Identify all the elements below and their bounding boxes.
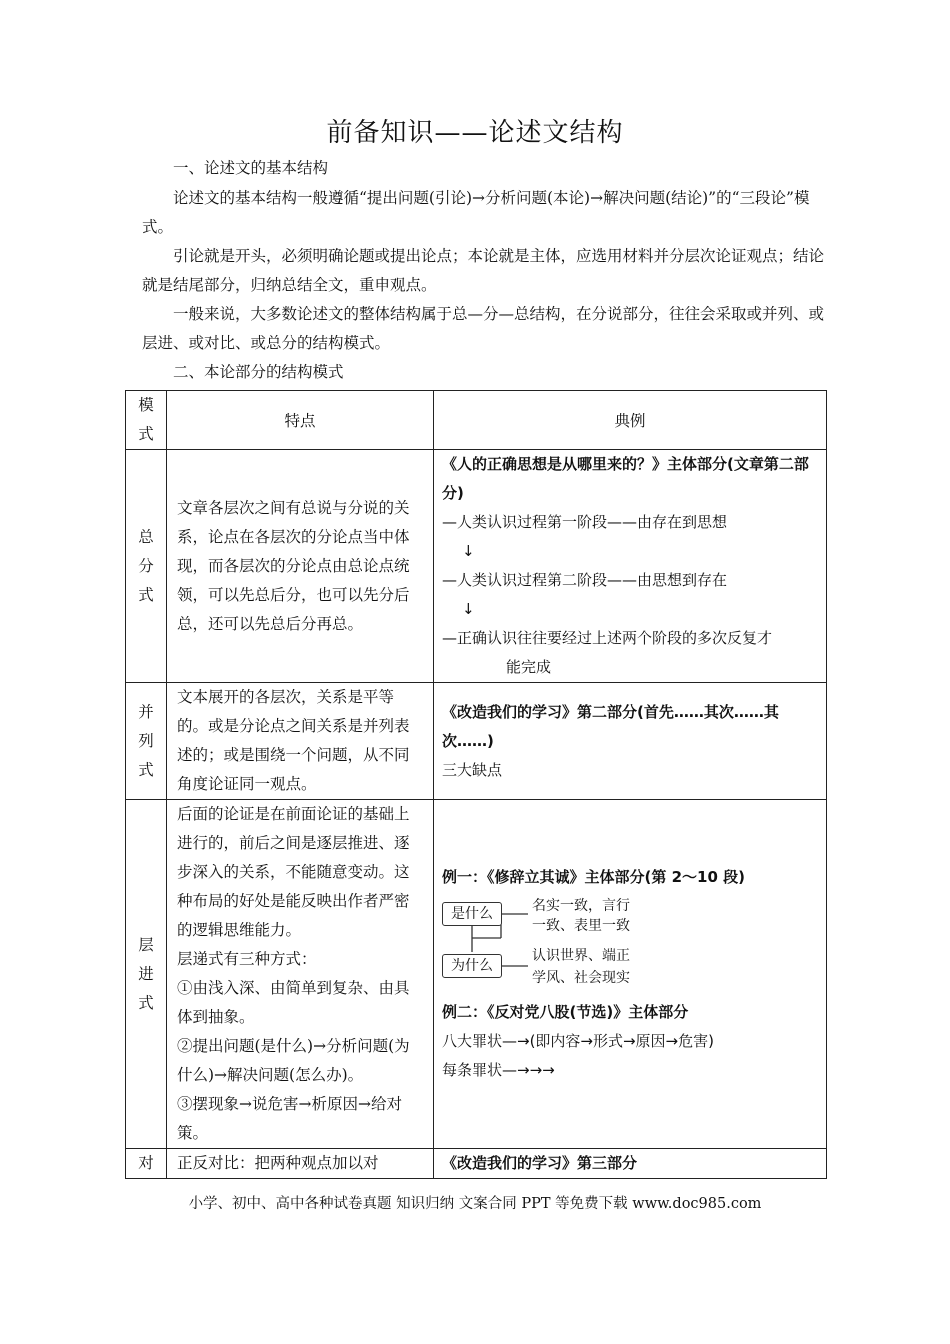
example-zongfen-title: 《人的正确思想是从哪里来的？》主体部分(文章第二部分) <box>442 455 809 502</box>
mode-duibi: 对 <box>126 1149 167 1179</box>
diagram-box-what: 是什么 <box>442 902 502 926</box>
feature-cengjin-item2: ②提出问题(是什么)→分析问题(为什么)→解决问题(怎么办)。 <box>177 1037 410 1084</box>
table-row-binglie <box>126 683 827 800</box>
table-header-row <box>126 391 827 450</box>
page-footer: 小学、初中、高中各种试卷真题 知识归纳 文案合同 PPT 等免费下载 www.doc985.com <box>188 1196 762 1212</box>
down-arrow-icon: ↓ <box>462 600 475 618</box>
diagram-text-why-a: 认识世界、端正 <box>532 948 630 964</box>
mode-binglie: 并列式 <box>126 683 167 800</box>
header-mode: 模式 <box>126 391 167 450</box>
diagram-text-what-b: 一致、表里一致 <box>532 918 630 934</box>
feature-cengjin-sub: 层递式有三种方式： <box>177 950 317 968</box>
example-zongfen-line1: —人类认识过程第一阶段——由存在到思想 <box>442 513 728 531</box>
feature-cengjin-item1: ①由浅入深、由简单到复杂、由具体到抽象。 <box>177 979 410 1026</box>
mode-zongfen: 总分式 <box>126 450 167 683</box>
section2-heading: 二、本论部分的结构模式 <box>173 363 344 381</box>
example-cengjin-2-line2: 每条罪状—→→→ <box>442 1061 555 1079</box>
example-cengjin <box>434 800 827 1149</box>
feature-binglie: 文本展开的各层次，关系是平等的。或是分论点之间关系是并列表述的；或是围绕一个问题，从不同角度论证同一观点。 <box>167 683 434 800</box>
example-zongfen-line2: —人类认识过程第二阶段——由思想到存在 <box>442 571 728 589</box>
example-cengjin-2-title: 例二：《反对党八股(节选)》主体部分 <box>442 1003 689 1021</box>
diagram-text-what-a: 名实一致，言行 <box>532 898 630 914</box>
feature-cengjin <box>167 800 434 1149</box>
paragraph-2: 引论就是开头，必须明确论题或提出论点；本论就是主体，应选用材料并分层次论证观点；结论就是结尾部分，归纳总结全文，重申观点。 <box>142 247 825 294</box>
example-binglie <box>434 683 827 800</box>
example-duibi-title: 《改造我们的学习》第三部分 <box>434 1149 827 1179</box>
paragraph-1: 论述文的基本结构一般遵循“提出问题(引论)→分析问题(本论)→解决问题(结论)”的“三段论”模式。 <box>142 189 810 236</box>
table-row-duibi <box>126 1149 827 1179</box>
diagram-box-why: 为什么 <box>442 954 502 978</box>
diagram-text-why-b: 学风、社会现实 <box>532 970 630 986</box>
feature-cengjin-item3: ③摆现象→说危害→析原因→给对策。 <box>177 1095 402 1142</box>
mode-cengjin: 层进式 <box>126 800 167 1149</box>
paragraph-3: 一般来说，大多数论述文的整体结构属于总—分—总结构，在分说部分，往往会采取或并列、或层进、或对比、或总分的结构模式。 <box>142 305 825 352</box>
down-arrow-icon: ↓ <box>462 542 475 560</box>
table-row-cengjin <box>126 800 827 1149</box>
example-zongfen-line3b: 能完成 <box>506 658 552 676</box>
example-cengjin-1-title: 例一：《修辞立其诚》主体部分(第 2～10 段) <box>442 868 745 886</box>
header-feature: 特点 <box>167 391 434 450</box>
feature-cengjin-main: 后面的论证是在前面论证的基础上进行的，前后之间是逐层推进、逐步深入的关系，不能随意变动。这种布局的好处是能反映出作者严密的逻辑思维能力。 <box>177 805 410 939</box>
example-binglie-title: 《改造我们的学习》第二部分(首先……其次……其次……) <box>442 702 779 750</box>
example-zongfen <box>434 450 827 683</box>
header-example: 典例 <box>434 391 827 450</box>
structure-diagram <box>442 896 822 992</box>
feature-zongfen: 文章各层次之间有总说与分说的关系，论点在各层次的分论点当中体现，而各层次的分论点由总论点统领，可以先总后分，也可以先分后总，还可以先总后分再总。 <box>167 450 434 683</box>
table-row-zongfen <box>126 450 827 683</box>
structure-table <box>125 390 827 1179</box>
feature-duibi: 正反对比：把两种观点加以对 <box>167 1149 434 1179</box>
example-cengjin-2-line1: 八大罪状—→(即内容→形式→原因→危害) <box>442 1032 714 1050</box>
example-zongfen-line3a: —正确认识往往要经过上述两个阶段的多次反复才 <box>442 629 773 647</box>
section1-heading: 一、论述文的基本结构 <box>173 159 329 177</box>
example-binglie-line: 三大缺点 <box>442 760 503 779</box>
page-title: 前备知识——论述文结构 <box>326 118 624 148</box>
